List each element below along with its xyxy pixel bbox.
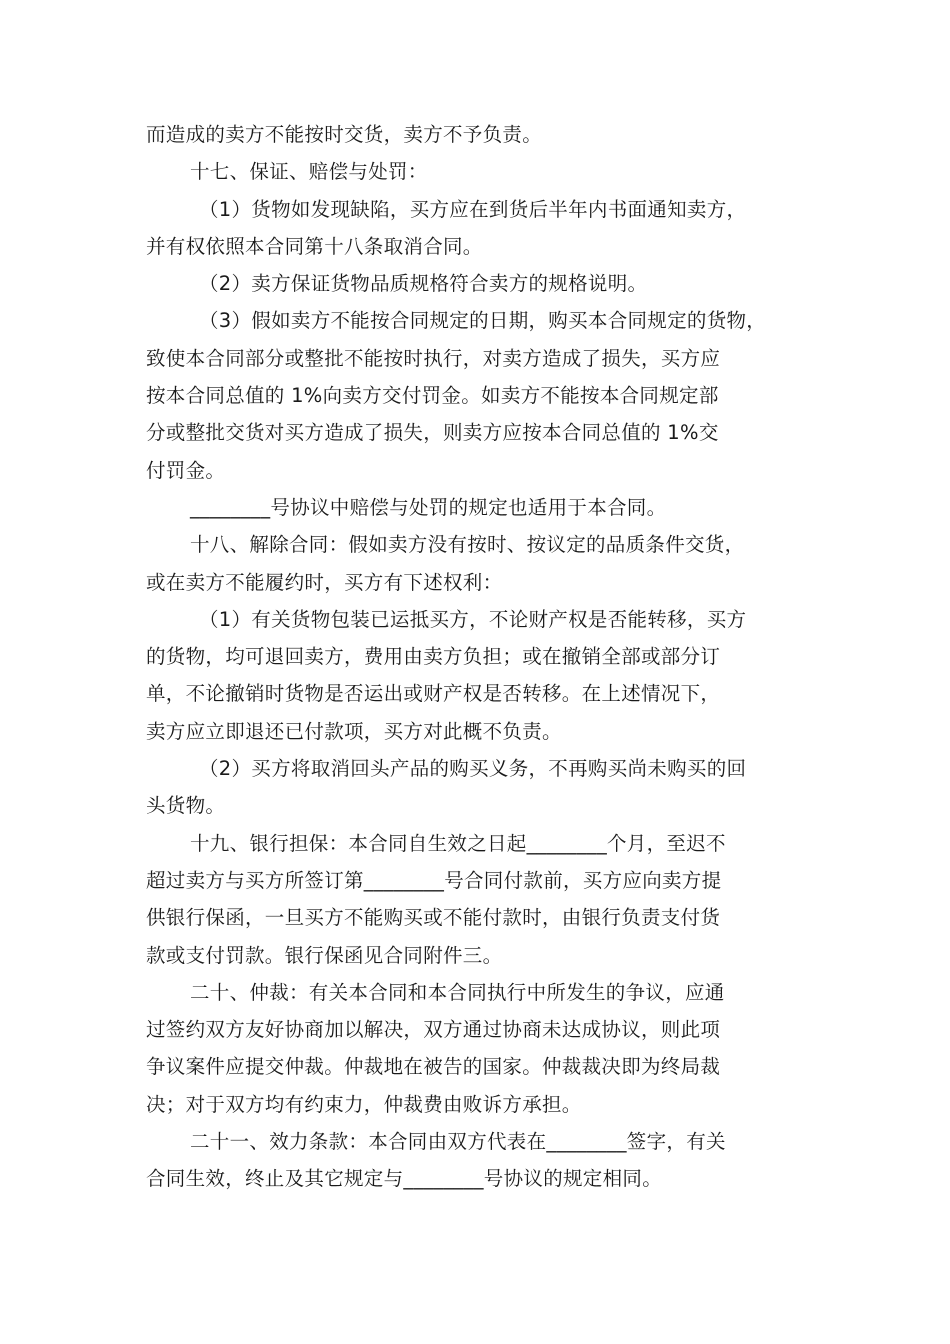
text-line: 合同生效，终止及其它规定与________号协议的规定相同。: [146, 1167, 662, 1191]
text-line: 十七、保证、赔偿与处罚：: [190, 160, 428, 184]
text-line: 超过卖方与买方所签订第________号合同付款前，买方应向卖方提: [146, 868, 722, 892]
text-line: 二十、仲裁：有关本合同和本合同执行中所发生的争议，应通: [190, 980, 725, 1004]
text-line: 供银行保函，一旦买方不能购买或不能付款时，由银行负责支付货: [146, 906, 721, 930]
text-line: 款或支付罚款。银行保函见合同附件三。: [146, 943, 503, 967]
text-line: 付罚金。: [146, 458, 226, 482]
text-line: 十九、银行担保：本合同自生效之日起________个月，至迟不: [190, 831, 726, 855]
text-line: 致使本合同部分或整批不能按时执行，对卖方造成了损失，买方应: [146, 346, 721, 370]
text-line: 二十一、效力条款：本合同由双方代表在________签字，有关: [190, 1130, 726, 1154]
text-line: 的货物，均可退回卖方，费用由卖方负担；或在撤销全部或部分订: [146, 645, 721, 669]
text-line: 争议案件应提交仲裁。仲裁地在被告的国家。仲裁裁决即为终局裁: [146, 1055, 721, 1079]
text-line: 单，不论撤销时货物是否运出或财产权是否转移。在上述情况下，: [146, 682, 721, 706]
text-line: 并有权依照本合同第十八条取消合同。: [146, 234, 483, 258]
text-line: ________号协议中赔偿与处罚的规定也适用于本合同。: [190, 495, 667, 519]
text-line: （2）卖方保证货物品质规格符合卖方的规格说明。: [199, 272, 648, 296]
text-line: 十八、解除合同：假如卖方没有按时、按议定的品质条件交货，: [190, 533, 745, 557]
text-line: （2）买方将取消回头产品的购买义务，不再购买尚未购买的回: [199, 757, 747, 781]
text-line: 卖方应立即退还已付款项，买方对此概不负责。: [146, 719, 562, 743]
text-line: 头货物。: [146, 794, 226, 818]
text-line: 决；对于双方均有约束力，仲裁费由败诉方承担。: [146, 1092, 582, 1116]
text-line: （1）货物如发现缺陷，买方应在到货后半年内书面通知卖方，: [199, 197, 747, 221]
text-line: 而造成的卖方不能按时交货，卖方不予负责。: [146, 123, 543, 146]
document-body: [146, 116, 816, 1198]
text-line: （1）有关货物包装已运抵买方，不论财产权是否能转移，买方: [199, 607, 747, 631]
text-line: 分或整批交货对买方造成了损失，则卖方应按本合同总值的 1%交: [146, 421, 719, 445]
text-line: （3）假如卖方不能按合同规定的日期，购买本合同规定的货物，: [199, 309, 767, 333]
text-line: 或在卖方不能履约时，买方有下述权利：: [146, 570, 503, 594]
text-line: 按本合同总值的 1%向卖方交付罚金。如卖方不能按本合同规定部: [146, 384, 719, 408]
text-line: 过签约双方友好协商加以解决，双方通过协商未达成协议，则此项: [146, 1018, 721, 1042]
